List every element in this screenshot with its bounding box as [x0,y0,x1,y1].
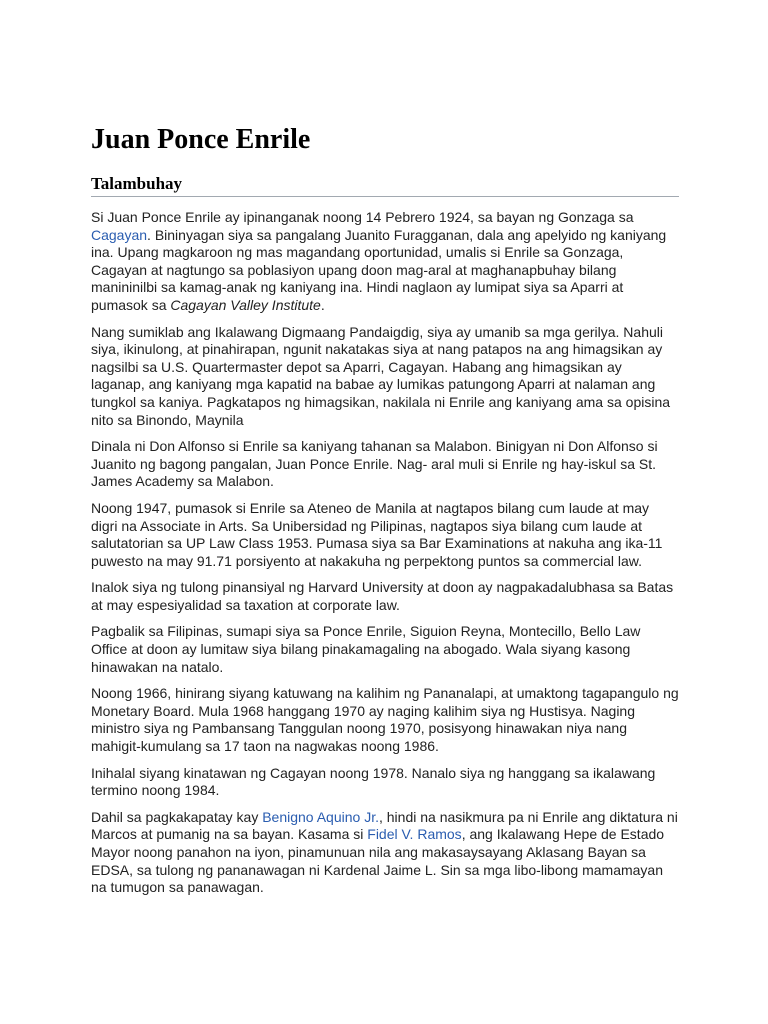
article-page [91,122,679,906]
paragraph-5: Inalok siya ng tulong pinansiyal ng Harvard University at doon ay nagpakadalubhasa sa Batas at may espesiyalidad sa taxation at corporate law. [91,579,674,613]
paragraph-7: Noong 1966, hinirang siyang katuwang na kalihim ng Pananalapi, at umaktong tagapangulo ng Monetary Board. Mula 1968 hanggang 1970 ay naging kalihim siya ng Hustisya. Naging ministro siya ng Pambansang Tanggulan noong 1970, posisyong hinawakan niya nang mahigit-kumulang sa 17 taon na nagwakas noong 1986. [91,685,679,755]
paragraph-9-text-c: , ang Ikalawang Hepe de Estado Mayor noong panahon na iyon, pinamunuan nila ang makasaysayang Aklasang Bayan sa EDSA, sa tulong ng pananawagan ni Kardenal Jaime L. Sin sa mga libo-libong mamamayan na tumugon sa panawagan. [91,826,665,896]
link-cagayan[interactable]: Cagayan [91,226,148,243]
paragraph-1-text-a: Si Juan Ponce Enrile ay ipinanganak noong 14 Pebrero 1924, sa bayan ng Gonzaga sa [91,209,634,225]
paragraph-3: Dinala ni Don Alfonso si Enrile sa kaniyang tahanan sa Malabon. Binigyan ni Don Alfonso si Juanito ng bagong pangalan, Juan Ponce Enrile. Nag- aral muli si Enrile ng hay-iskul sa St. James Academy sa Malabon. [91,438,658,490]
paragraph-1-italic: Cagayan Valley Institute [170,296,321,313]
link-fidel-ramos[interactable]: Fidel V. Ramos [367,826,462,843]
paragraph-9 [91,809,679,897]
paragraph-1-text-c: . [320,296,325,313]
paragraph-1 [91,209,679,315]
paragraph-1-text-b: . Bininyagan siya sa pangalang Juanito Furagganan, dala ang apelyido ng kaniyang ina. Upang magkaroon ng mas magandang oportunidad, umalis si Enrile sa Gonzaga, Cagayan at nagtungo sa poblasiyon upang doon mag-aral at maghanapbuhay bilang manininilbi sa kamag-anak ng kaniyang ina. Hindi naglaon ay lumipat siya sa Aparri at pumasok sa [91,226,667,313]
paragraph-8: Inihalal siyang kinatawan ng Cagayan noong 1978. Nanalo siya ng hanggang sa ikalawang termino noong 1984. [91,764,656,799]
link-benigno-aquino[interactable]: Benigno Aquino Jr. [262,808,379,825]
page-title: Juan Ponce Enrile [91,124,311,155]
paragraph-6: Pagbalik sa Filipinas, sumapi siya sa Ponce Enrile, Siguion Reyna, Montecillo, Bello Law Office at doon ay lumitaw siya bilang pinakamagaling na abogado. Wala siyang kasong hinawakan na natalo. [91,623,641,675]
paragraph-9-text-a: Dahil sa pagkakapatay kay [91,808,263,825]
section-heading: Talambuhay [91,173,679,197]
paragraph-4: Noong 1947, pumasok si Enrile sa Ateneo de Manila at nagtapos bilang cum laude at may digri na Associate in Arts. Sa Unibersidad ng Pilipinas, nagtapos siya bilang cum laude at salutatorian sa UP Law Class 1953. Pumasa siya sa Bar Examinations at nakuha ang ika-11 puwesto na may 91.71 porsiyento at nakakuha ng perpektong puntos sa commercial law. [91,499,663,569]
paragraph-9-text-b: , hindi na nasikmura pa ni Enrile ang diktatura ni Marcos at pumanig na sa bayan. Kasama si [91,808,678,843]
paragraph-2: Nang sumiklab ang Ikalawang Digmaang Pandaigdig, siya ay umanib sa mga gerilya. Nahuli siya, ikinulong, at pinahirapan, ngunit nakatakas siya at nang patapos na ang himagsikan ay nagsilbi sa U.S. Quartermaster depot sa Aparri, Cagayan. Habang ang himagsikan ay laganap, ang kaniyang mga kapatid na babae ay lumikas patungong Aparri at nalaman ang tungkol sa kaniya. Pagkatapos ng himagsikan, nakilala ni Enrile ang kaniyang ama sa opisina nito sa Binondo, Maynila [91,323,671,428]
